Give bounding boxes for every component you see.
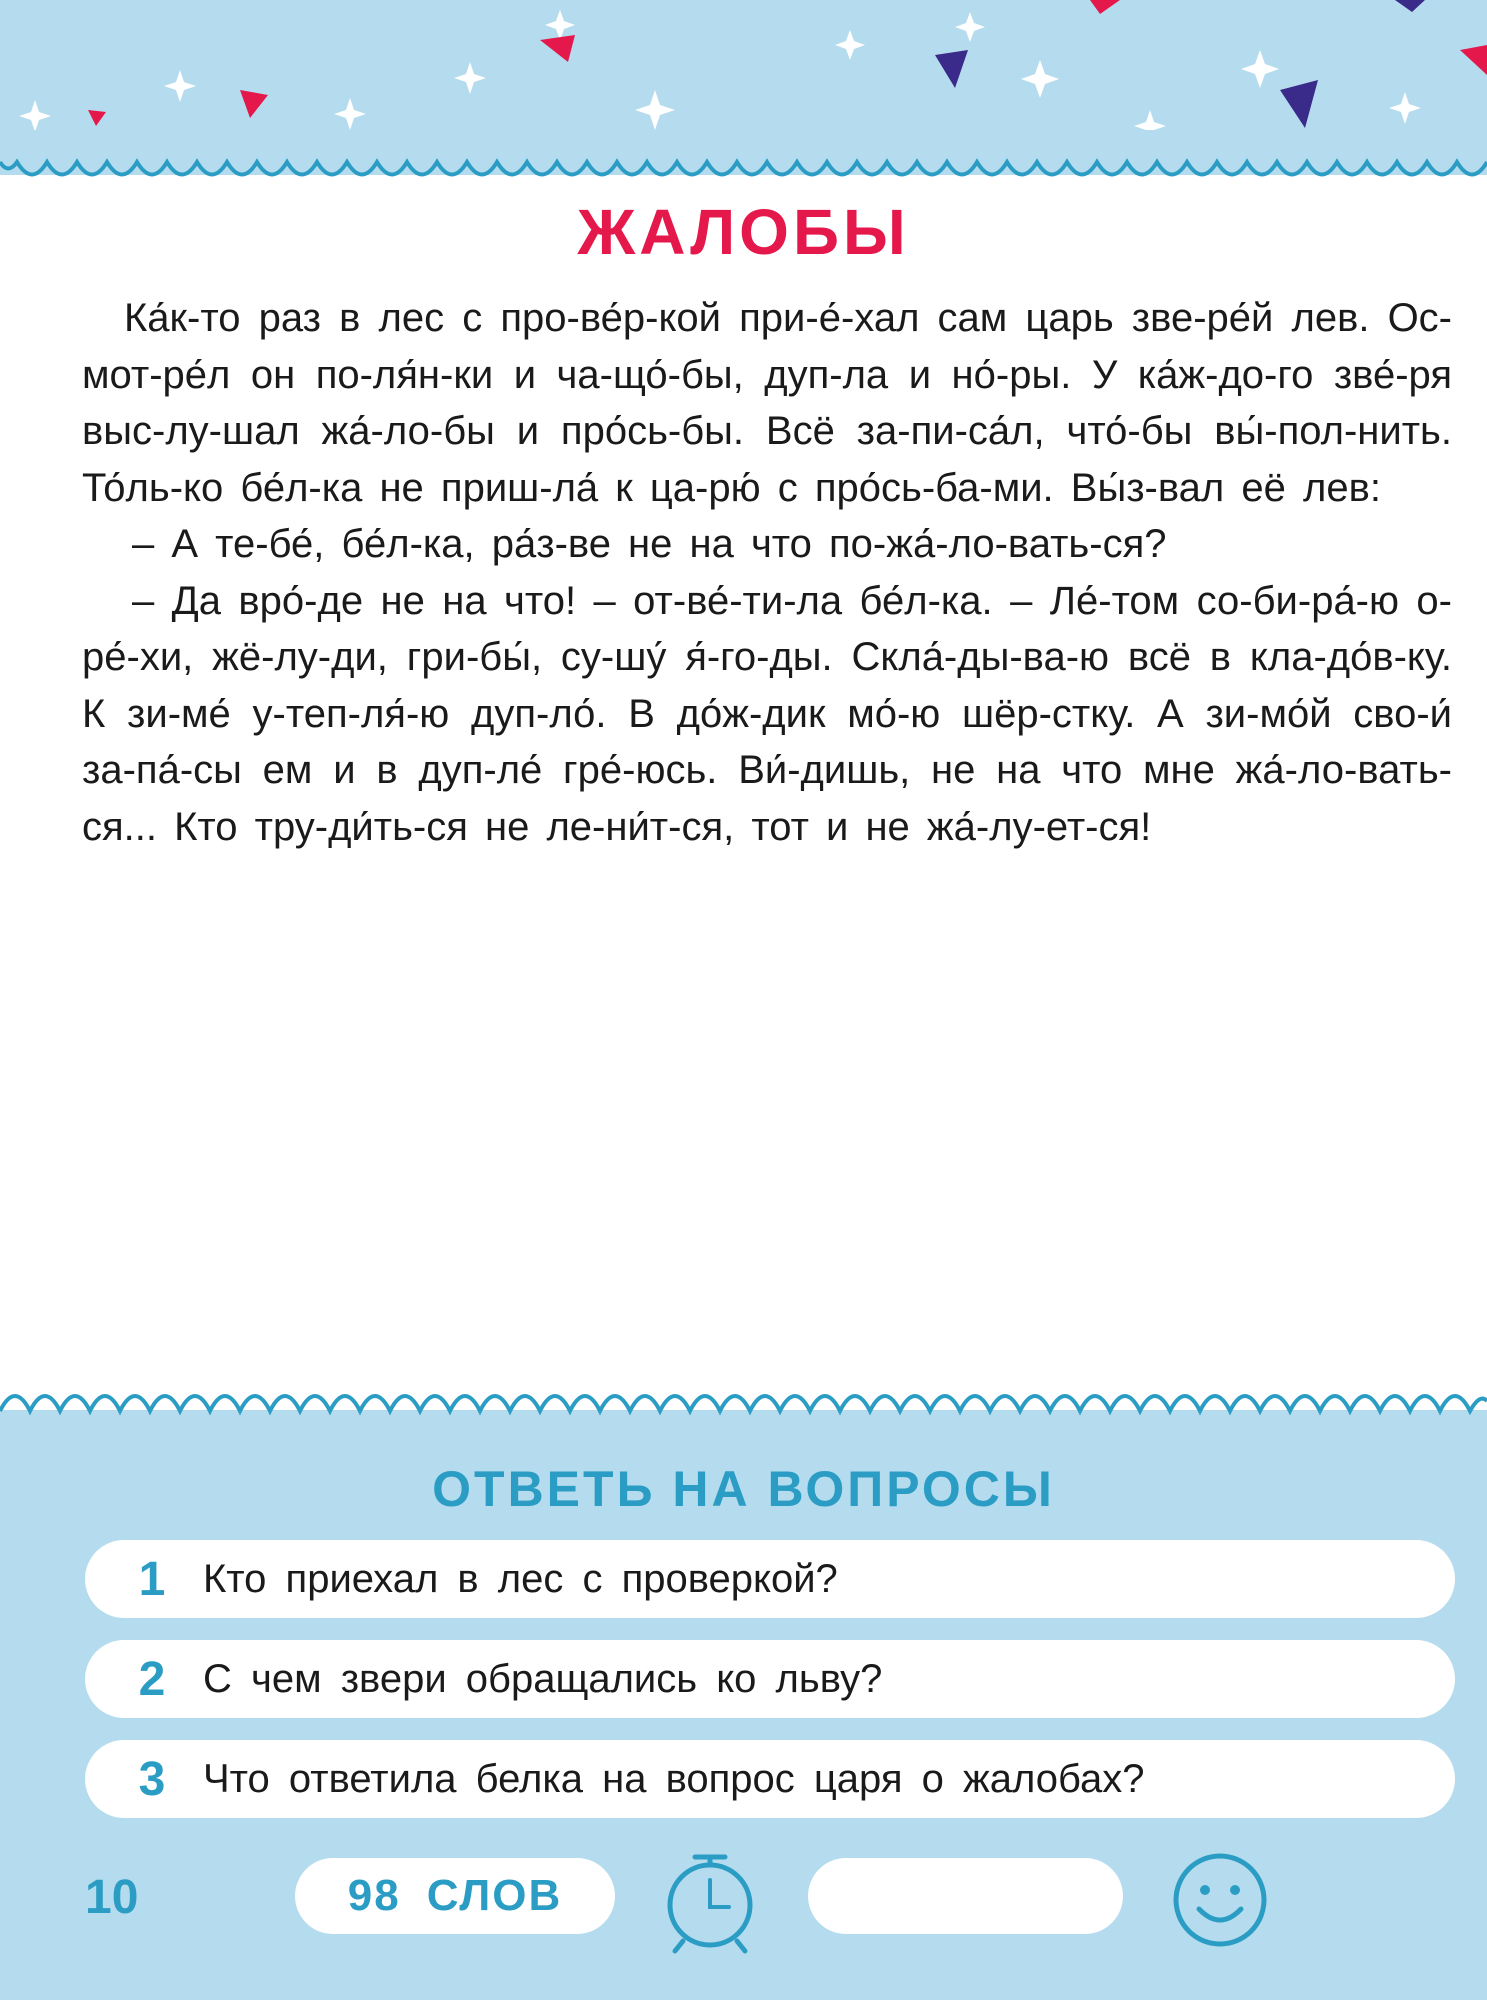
scallop-border-top: [0, 130, 1487, 190]
question-number: 2: [138, 1652, 166, 1706]
story-paragraph: Ка́к-то раз в лес с про-ве́р-кой при-е́-хал сам царь зве-ре́й лев. Ос-мот-ре́л он по-ля́н-ки и ча-що́-бы, дуп-ла и но́-ры. У ка́ж-до-го зве́-ря выс-лу-шал жа́-ло-бы и про́сь-бы. Всё за-пи-са́л, что́-бы вы́-пол-нить. То́ль-ко бе́л-ка не приш-ла́ к ца-рю́ с про́сь-ба-ми. Вы́з-вал её лев:: [82, 296, 1452, 510]
word-count-unit: СЛОВ: [426, 1871, 563, 1920]
questions-heading: ОТВЕТЬ НА ВОПРОСЫ: [432, 1461, 1055, 1517]
story-paragraph: – А те-бе́, бе́л-ка, ра́з-ве не на что по-жа́-ло-вать-ся?: [132, 522, 1167, 566]
scallop-border-bottom: [0, 1385, 1487, 1445]
page-title: ЖАЛОБЫ: [577, 196, 910, 268]
story-paragraph: – Да вро́-де не на что! – от-ве́-ти-ла бе́л-ка. – Ле́-том со-би-ра́-ю о-ре́-хи, жё-лу-ди, гри-бы́, су-шу́ я́-го-ды. Скла́-ды-ва-ю всё в кла-до́в-ку. К зи-ме́ у-теп-ля́-ю дуп-ло́. В до́ж-дик мо́-ю шёр-стку. А зи-мо́й сво-и́ за-па́-сы ем и в дуп-ле́ гре́-юсь. Ви́-дишь, не на что мне жа́-ло-вать-ся... Кто тру-ди́ть-ся не ле-ни́т-ся, тот и не жа́-лу-ет-ся!: [82, 578, 1452, 849]
question-item: [85, 1740, 1455, 1818]
smiley-face-icon: [1165, 1845, 1275, 1955]
question-item: [85, 1640, 1455, 1718]
page-number: 10: [85, 1871, 139, 1924]
question-text: С чем звери обращались ко льву?: [203, 1656, 883, 1701]
question-number: 1: [138, 1552, 166, 1606]
alarm-clock-icon: [655, 1845, 765, 1955]
story-text: [82, 290, 1452, 855]
question-number: 3: [138, 1752, 166, 1806]
word-count-value: 98: [347, 1871, 401, 1920]
question-text: Что ответила белка на вопрос царя о жалобах?: [203, 1756, 1145, 1801]
question-text: Кто приехал в лес с проверкой?: [203, 1556, 838, 1601]
question-item: [85, 1540, 1455, 1618]
reading-time-field[interactable]: [808, 1858, 1123, 1934]
word-count-badge: [295, 1858, 615, 1934]
